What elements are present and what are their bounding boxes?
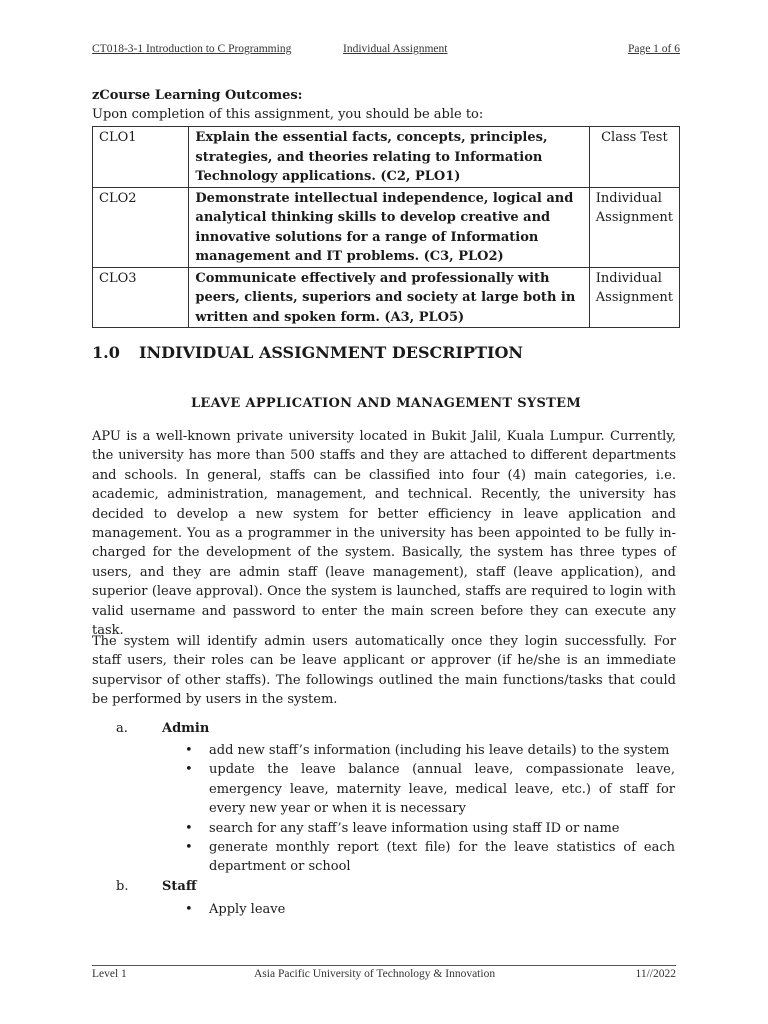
list-item-text: add new staff’s information (including his leave details) to the system (209, 743, 670, 758)
section-number: 1.0 (92, 343, 120, 362)
description-paragraph: APU is a well-known private university located in Bukit Jalil, Kuala Lumpur. Currently, the university has more than 500 staffs and they are attached to different departments and schools. In general, staffs can be classified into four (4) main categories, i.e. academic, administration, management, and technical. Recently, the university has decided to develop a new system for better efficiency in leave application and management. You as a programmer in the university has been appointed to be fully in-charged for the development of the system. Basically, the system has three types of users, and they are admin staff (leave management), staff (leave application), and superior (leave approval). Once the system is launched, staffs are required to login with valid username and password to enter the main screen before they can execute any task. (92, 429, 676, 639)
list-item-text: generate monthly report (text file) for the leave statistics of each department or school (209, 840, 675, 875)
clo-code: CLO1 (93, 127, 189, 188)
clo-assessment: Individual Assignment (589, 267, 679, 328)
clo-heading: zCourse Learning Outcomes: (92, 88, 303, 103)
clo-code: CLO3 (93, 267, 189, 328)
clo-description: Explain the essential facts, concepts, principles, strategies, and theories relating to Information Technology applications. (C2, PLO1) (189, 127, 589, 188)
bullet-icon: • (185, 762, 193, 778)
bullet-icon: • (185, 820, 193, 836)
list-item (185, 838, 675, 877)
header-page-number: Page 1 of 6 (627, 43, 680, 55)
footer-level: Level 1 (92, 968, 127, 980)
clo-row (93, 127, 680, 188)
staff-function-list (185, 900, 675, 919)
clo-row (93, 267, 680, 328)
bullet-icon: • (185, 743, 193, 758)
bullet-icon: • (185, 902, 193, 917)
list-item (185, 819, 675, 838)
section-title: INDIVIDUAL ASSIGNMENT DESCRIPTION (139, 343, 524, 362)
header-course: CT018-3-1 Introduction to C Programming (92, 43, 292, 55)
page-footer (92, 965, 676, 980)
list-item (185, 741, 675, 760)
bullet-icon: • (185, 840, 193, 856)
clo-table (92, 126, 680, 328)
list-item-text: Apply leave (209, 902, 286, 917)
clo-assessment: Individual Assignment (589, 187, 679, 267)
list-item (185, 760, 675, 818)
clo-intro: Upon completion of this assignment, you should be able to: (92, 107, 484, 122)
function-title-staff: Staff (162, 879, 197, 894)
function-letter-staff: b. (116, 879, 129, 894)
section-heading (92, 343, 523, 362)
description-paragraph: The system will identify admin users automatically once they login successfully. For staff users, their roles can be leave applicant or approver (if he/she is an immediate supervisor of other staffs). The followings outlined the main functions/tasks that could be performed by users in the system. (92, 634, 676, 708)
footer-date: 11//2022 (635, 968, 676, 980)
clo-code: CLO2 (93, 187, 189, 267)
list-item-text: update the leave balance (annual leave, compassionate leave, emergency leave, maternity leave, medical leave, etc.) of staff for every new year or when it is necessary (209, 762, 675, 817)
list-item (185, 900, 675, 919)
clo-description: Communicate effectively and professionally with peers, clients, superiors and society at large both in written and spoken form. (A3, PLO5) (189, 267, 589, 328)
clo-assessment: Class Test (589, 127, 679, 188)
admin-function-list (185, 741, 675, 877)
function-letter-admin: a. (116, 721, 128, 736)
header-title: Individual Assignment (343, 43, 448, 55)
list-item-text: search for any staff’s leave information using staff ID or name (209, 820, 620, 836)
footer-university: Asia Pacific University of Technology & Innovation (254, 968, 496, 980)
clo-description: Demonstrate intellectual independence, logical and analytical thinking skills to develop creative and innovative solutions for a range of Information management and IT problems. (C3, PLO2) (189, 187, 589, 267)
clo-row (93, 187, 680, 267)
system-title: LEAVE APPLICATION AND MANAGEMENT SYSTEM (190, 396, 582, 411)
function-title-admin: Admin (162, 721, 210, 736)
